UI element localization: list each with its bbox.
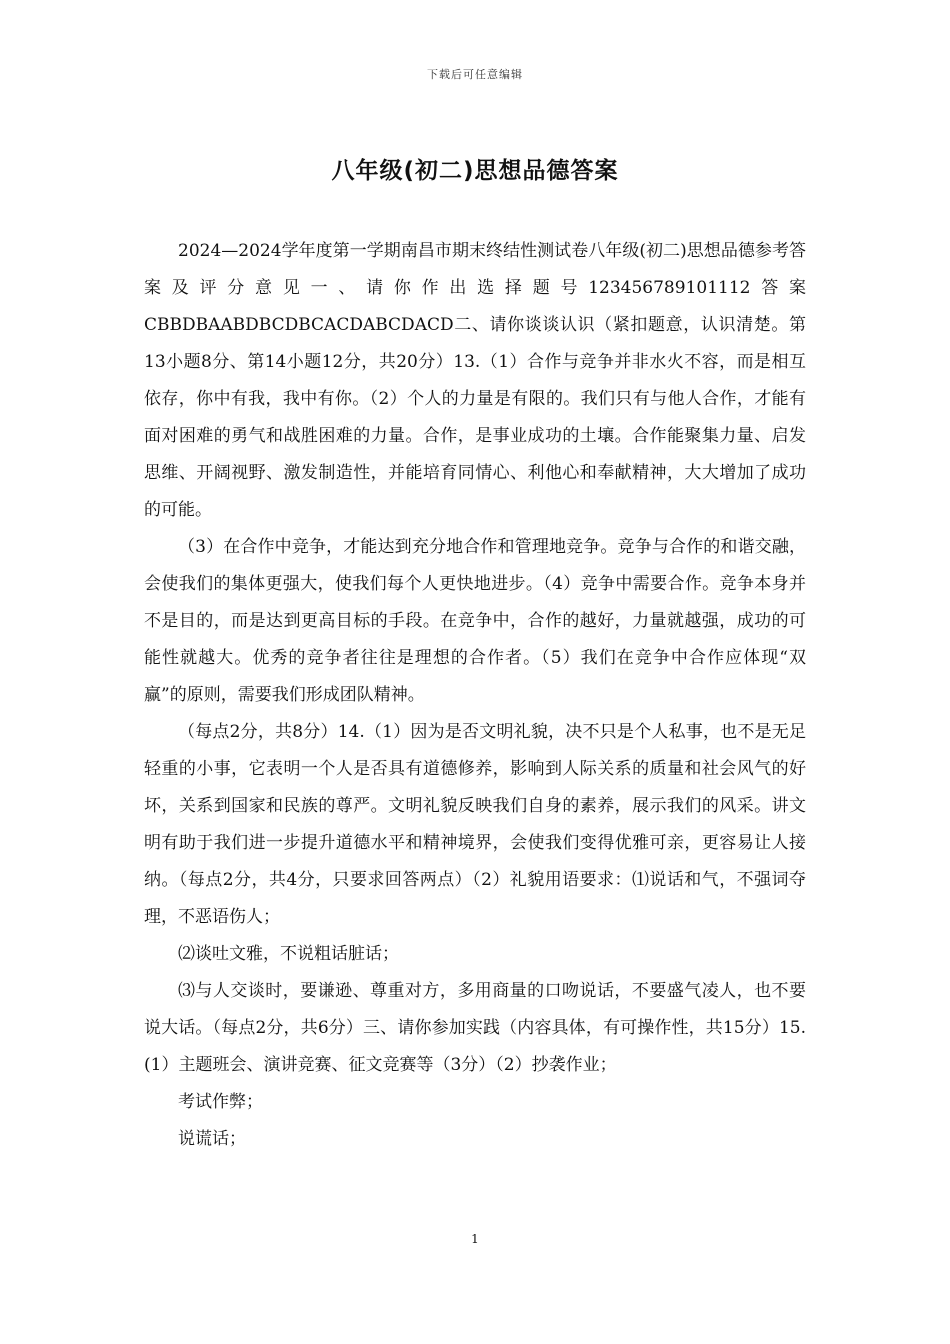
paragraph-3: （每点2分，共8分）14.（1）因为是否文明礼貌，决不只是个人私事，也不是无足轻重的小事，它表明一个人是否具有道德修养，影响到人际关系的质量和社会风气的好坏，关系到国家和民族的尊严。文明礼貌反映我们自身的素养，展示我们的风采。讲文明有助于我们进一步提升道德水平和精神境界，会使我们变得优雅可亲，更容易让人接纳。（每点2分，共4分，只要求回答两点）（2）礼貌用语要求：⑴说话和气，不强词夺理，不恶语伤人； — [144, 722, 806, 927]
paragraph-1: 2024—2024学年度第一学期南昌市期末终结性测试卷八年级(初二)思想品德参考答案及评分意见一、请你作出选择题号123456789101112答案CBBDBAABDBCDBCACDABCDACD二、请你谈谈认识（紧扣题意，认识清楚。第13小题8分、第14小题12分，共20分）13.（1）合作与竞争并非水火不容，而是相互依存，你中有我，我中有你。（2）个人的力量是有限的。我们只有与他人合作，才能有面对困难的勇气和战胜困难的力量。合作，是事业成功的土壤。合作能聚集力量、启发思维、开阔视野、激发制造性，并能培育同情心、利他心和奉献精神，大大增加了成功的可能。 — [144, 241, 806, 520]
document-title: 八年级(初二)思想品德答案 — [331, 158, 619, 184]
paragraph-2: （3）在合作中竞争，才能达到充分地合作和管理地竞争。竞争与合作的和谐交融，会使我们的集体更强大，使我们每个人更快地进步。（4）竞争中需要合作。竞争本身并不是目的，而是达到更高目标的手段。在竞争中，合作的越好，力量就越强，成功的可能性就越大。优秀的竞争者往往是理想的合作者。（5）我们在竞争中合作应体现“双赢”的原则，需要我们形成团队精神。 — [144, 537, 806, 705]
paragraph-7: 说谎话； — [178, 1129, 246, 1149]
paragraph-6: 考试作弊； — [178, 1092, 263, 1112]
paragraph-5: ⑶与人交谈时，要谦逊、尊重对方，多用商量的口吻说话，不要盛气凌人，也不要说大话。（每点2分，共6分）三、请你参加实践（内容具体，有可操作性，共15分）15.(1）主题班会、演讲竞赛、征文竞赛等（3分）（2）抄袭作业； — [144, 981, 806, 1075]
document-body — [144, 233, 806, 1158]
paragraph-4: ⑵谈吐文雅，不说粗话脏话； — [178, 944, 399, 964]
header-note: 下载后可任意编辑 — [427, 68, 523, 81]
page-number: 1 — [471, 1232, 479, 1246]
